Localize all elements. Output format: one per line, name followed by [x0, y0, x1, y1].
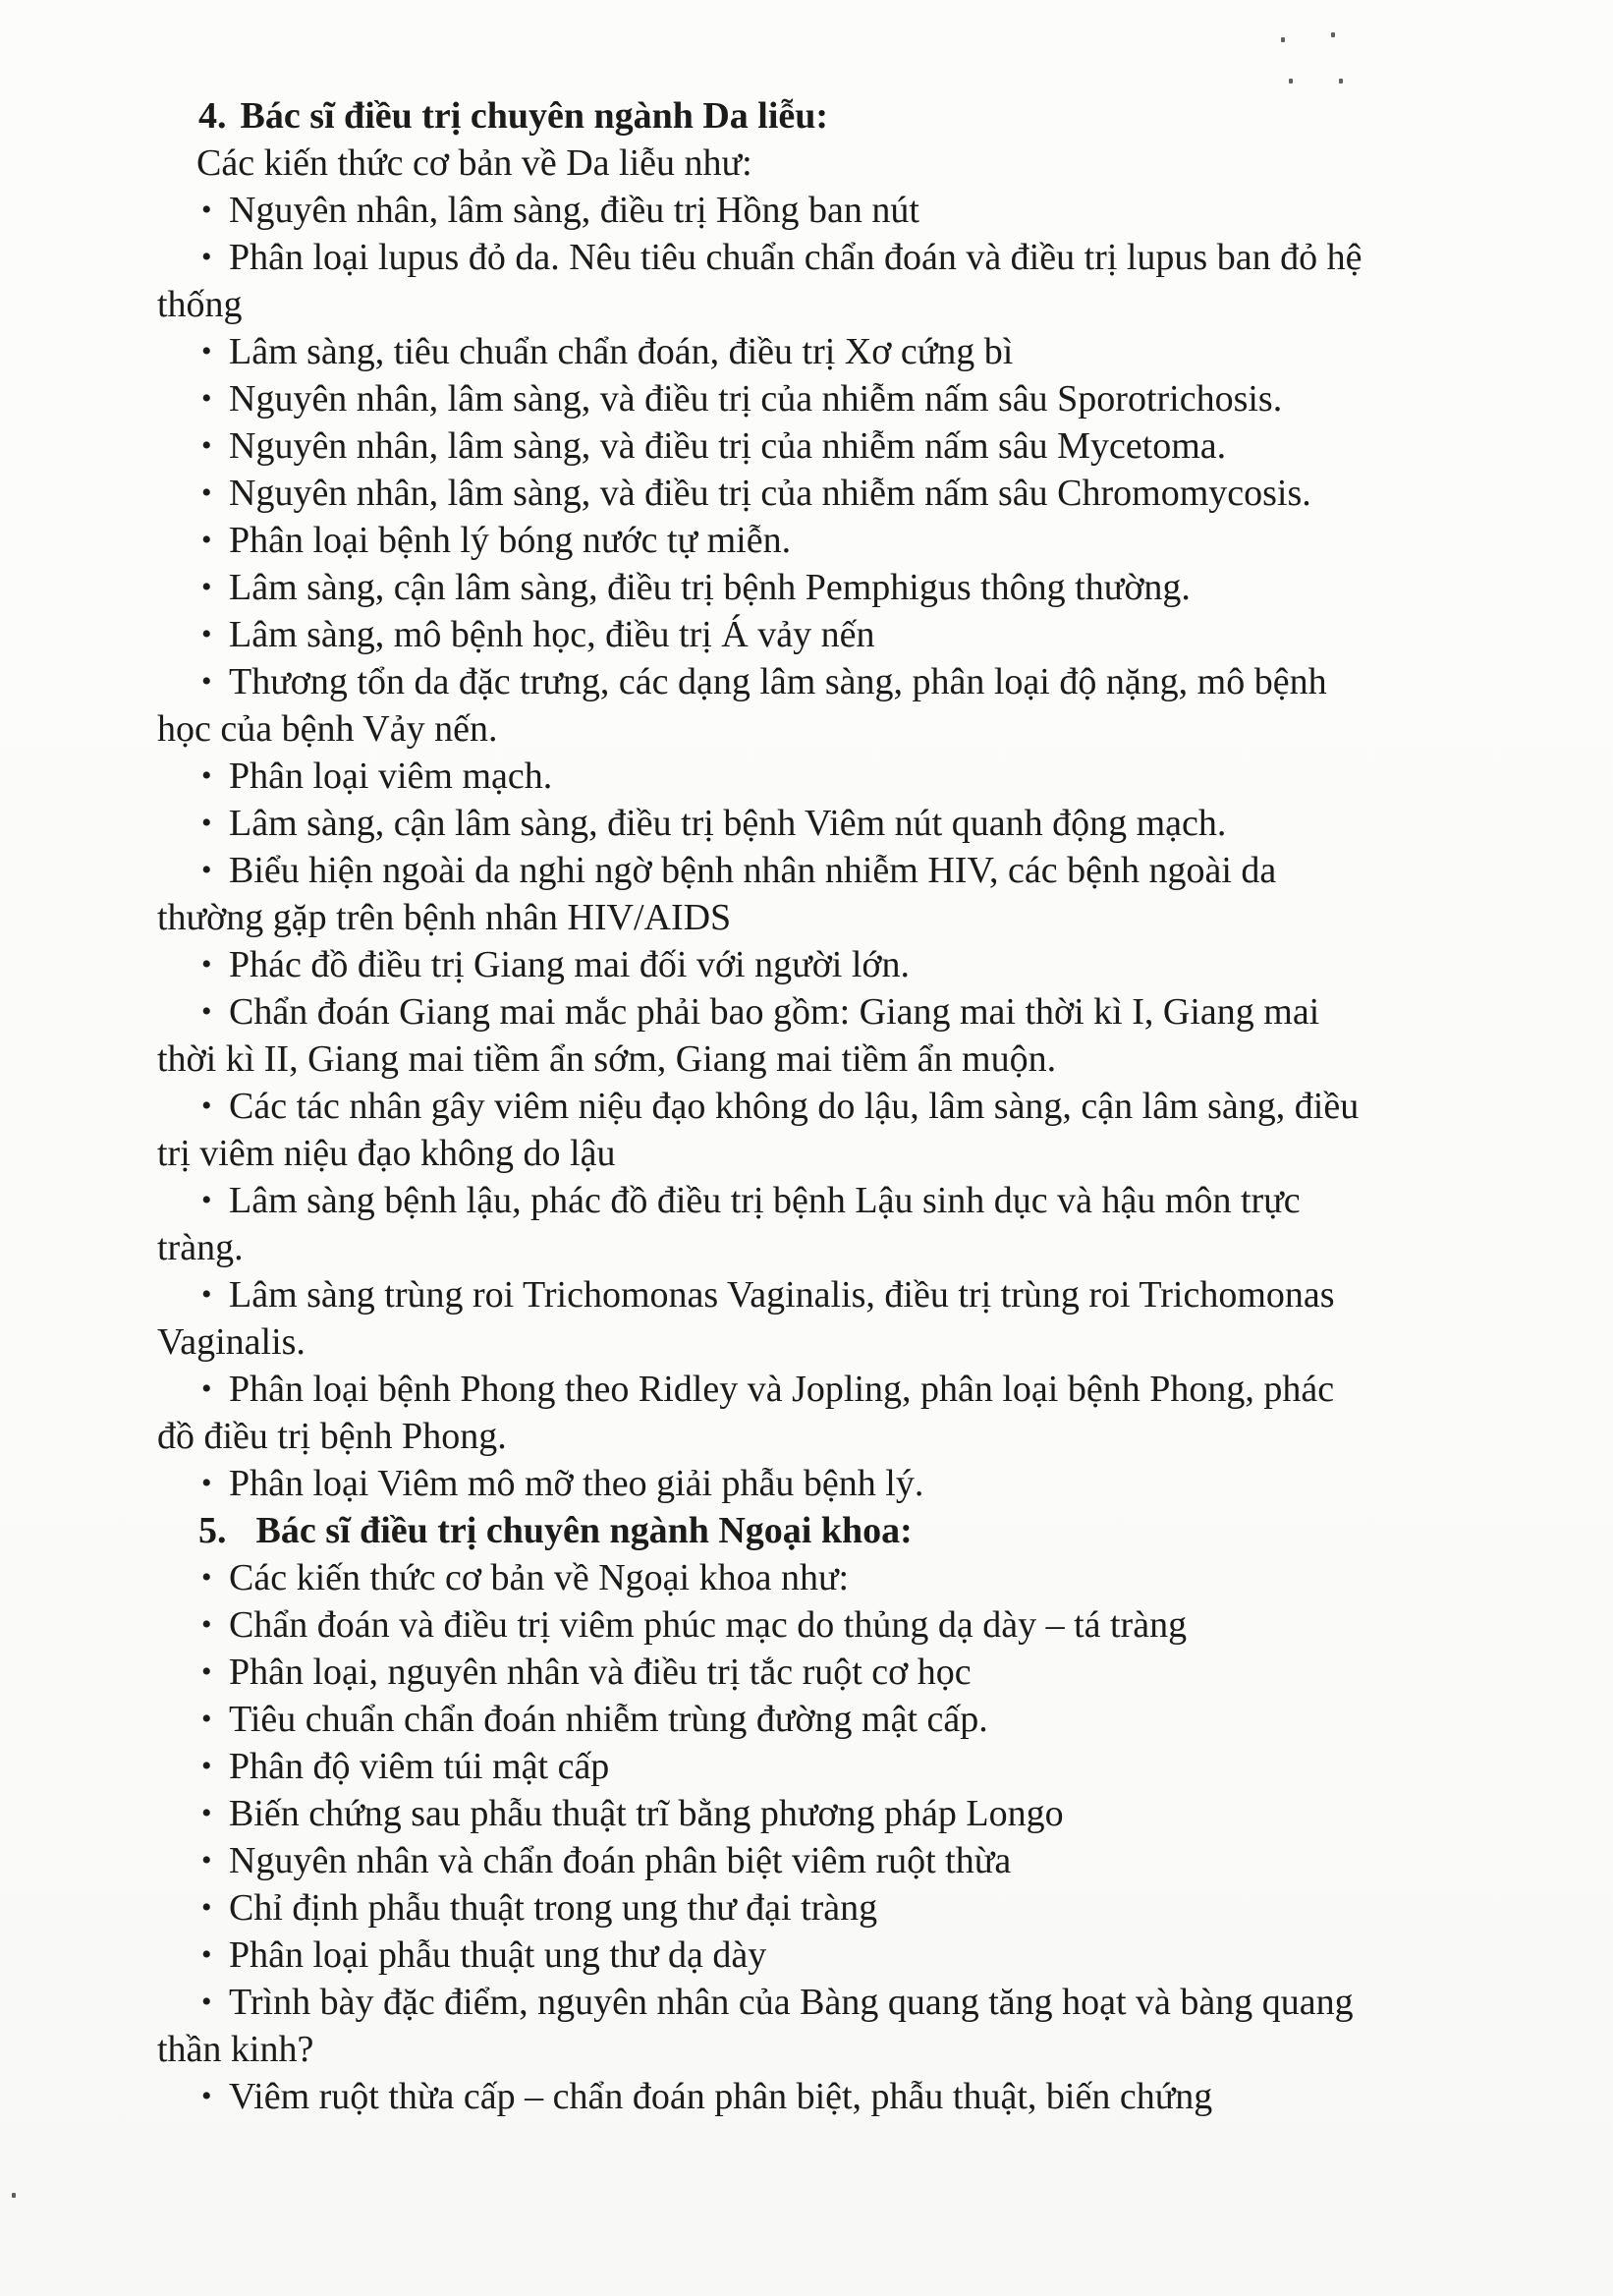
scan-speck [1339, 79, 1343, 84]
bullet-line [157, 847, 1513, 894]
bullet-line [157, 2073, 1513, 2120]
bullet-dot-icon: • [201, 1703, 212, 1735]
heading-number: 4. [198, 95, 227, 137]
bullet-text: Nguyên nhân, lâm sàng, điều trị Hồng ban nút [229, 190, 919, 231]
bullet-line [157, 1271, 1513, 1318]
bullet-line [157, 1790, 1513, 1837]
bullet-text: Các tác nhân gây viêm niệu đạo không do lậu, lâm sàng, cận lâm sàng, điều [229, 1086, 1360, 1127]
bullet-line [157, 611, 1513, 658]
bullet-dot-icon: • [201, 618, 212, 650]
bullet-line [157, 1743, 1513, 1790]
section-heading [157, 92, 1513, 140]
section [157, 1507, 1513, 2120]
bullet-line [157, 470, 1513, 517]
bullet-line [157, 753, 1513, 800]
bullet-dot-icon: • [201, 571, 212, 603]
bullet-text: Lâm sàng trùng roi Trichomonas Vaginalis, điều trị trùng roi Trichomonas [229, 1274, 1335, 1316]
section-heading [157, 1507, 1513, 1554]
bullet-text: Nguyên nhân, lâm sàng, và điều trị của nhiễm nấm sâu Sporotrichosis. [229, 378, 1283, 420]
bullet-text: Phân loại bệnh Phong theo Ridley và Jopling, phân loại bệnh Phong, phác [229, 1369, 1335, 1410]
bullet-dot-icon: • [201, 2080, 212, 2112]
bullet-text: Phân loại, nguyên nhân và điều trị tắc ruột cơ học [229, 1652, 972, 1693]
bullet-dot-icon: • [201, 1891, 212, 1924]
bullet-text: Lâm sàng, mô bệnh học, điều trị Á vảy nến [229, 614, 875, 655]
bullet-dot-icon: • [201, 1467, 212, 1499]
bullet-dot-icon: • [201, 1844, 212, 1876]
bullet-dot-icon: • [201, 241, 212, 273]
bullet-text: Thương tổn da đặc trưng, các dạng lâm sàng, phân loại độ nặng, mô bệnh [229, 661, 1327, 702]
text-block [157, 92, 1513, 2120]
bullet-dot-icon: • [201, 948, 212, 980]
bullet-dot-icon: • [201, 194, 212, 226]
section [157, 92, 1513, 1507]
bullet-dot-icon: • [201, 1090, 212, 1122]
scan-speck [1331, 32, 1335, 37]
bullet-text: Nguyên nhân, lâm sàng, và điều trị của nhiễm nấm sâu Chromomycosis. [229, 473, 1311, 514]
bullet-text: Phân loại lupus đỏ da. Nêu tiêu chuẩn chẩn đoán và điều trị lupus ban đỏ hệ [229, 237, 1363, 278]
bullet-line [157, 187, 1513, 234]
bullet-dot-icon: • [201, 524, 212, 556]
bullet-continuation-line: đồ điều trị bệnh Phong. [157, 1416, 507, 1457]
bullet-line [157, 1601, 1513, 1649]
bullet-dot-icon: • [201, 1938, 212, 1971]
heading-title: Bác sĩ điều trị chuyên ngành Da liễu: [240, 95, 829, 137]
bullet-line [157, 658, 1513, 705]
bullet-continuation-line: thần kinh? [157, 2029, 314, 2070]
bullet-dot-icon: • [201, 759, 212, 792]
bullet-text: Lâm sàng, tiêu chuẩn chẩn đoán, điều trị Xơ cứng bì [229, 331, 1014, 372]
bullet-line [157, 1979, 1513, 2026]
scan-speck [12, 2193, 16, 2198]
bullet-text: Lâm sàng, cận lâm sàng, điều trị bệnh Viêm nút quanh động mạch. [229, 803, 1227, 844]
bullet-dot-icon: • [201, 1561, 212, 1594]
intro-line: Các kiến thức cơ bản về Da liễu như: [196, 142, 752, 184]
bullet-dot-icon: • [201, 1372, 212, 1405]
bullet-text: Các kiến thức cơ bản về Ngoại khoa như: [229, 1557, 850, 1598]
bullet-dot-icon: • [201, 335, 212, 367]
bullet-text: Nguyên nhân, lâm sàng, và điều trị của nhiễm nấm sâu Mycetoma. [229, 425, 1227, 467]
bullet-text: Lâm sàng, cận lâm sàng, điều trị bệnh Pemphigus thông thường. [229, 567, 1191, 608]
bullet-text: Chỉ định phẫu thuật trong ung thư đại tràng [229, 1887, 878, 1929]
bullet-line [157, 517, 1513, 564]
bullet-continuation-line: tràng. [157, 1227, 244, 1268]
bullet-dot-icon: • [201, 429, 212, 462]
bullet-text: Chẩn đoán Giang mai mắc phải bao gồm: Giang mai thời kì I, Giang mai [229, 991, 1320, 1033]
bullet-line [157, 1884, 1513, 1932]
bullet-dot-icon: • [201, 1655, 212, 1688]
bullet-line [157, 234, 1513, 281]
bullet-text: Phân loại phẫu thuật ung thư dạ dày [229, 1934, 767, 1976]
bullet-dot-icon: • [201, 382, 212, 415]
bullet-dot-icon: • [201, 1278, 212, 1311]
bullet-continuation-line: học của bệnh Vảy nến. [157, 708, 498, 750]
bullet-continuation-line: thường gặp trên bệnh nhân HIV/AIDS [157, 897, 732, 938]
heading-number: 5. [198, 1510, 227, 1551]
bullet-line [157, 1554, 1513, 1601]
bullet-text: Viêm ruột thừa cấp – chẩn đoán phân biệt, phẫu thuật, biến chứng [229, 2076, 1213, 2117]
bullet-text: Phân độ viêm túi mật cấp [229, 1746, 610, 1787]
bullet-dot-icon: • [201, 1797, 212, 1829]
bullet-dot-icon: • [201, 1986, 212, 2018]
bullet-line [157, 1083, 1513, 1130]
bullet-line [157, 422, 1513, 470]
bullet-line [157, 328, 1513, 375]
bullet-text: Phác đồ điều trị Giang mai đối với người lớn. [229, 944, 911, 985]
bullet-continuation-line: thống [157, 284, 243, 325]
bullet-text: Trình bày đặc điểm, nguyên nhân của Bàng quang tăng hoạt và bàng quang [229, 1982, 1354, 2023]
bullet-line [157, 1366, 1513, 1413]
bullet-dot-icon: • [201, 1750, 212, 1782]
bullet-line [157, 1837, 1513, 1884]
bullet-dot-icon: • [201, 807, 212, 839]
bullet-line [157, 988, 1513, 1036]
scan-speck [1281, 37, 1285, 42]
bullet-line [157, 1932, 1513, 1979]
bullet-dot-icon: • [201, 476, 212, 509]
bullet-continuation-line: Vaginalis. [157, 1321, 306, 1363]
bullet-line [157, 375, 1513, 422]
bullet-text: Chẩn đoán và điều trị viêm phúc mạc do thủng dạ dày – tá tràng [229, 1604, 1188, 1646]
bullet-text: Nguyên nhân và chẩn đoán phân biệt viêm ruột thừa [229, 1840, 1012, 1881]
bullet-line [157, 1696, 1513, 1743]
bullet-line [157, 564, 1513, 611]
bullet-dot-icon: • [201, 854, 212, 886]
bullet-dot-icon: • [201, 1184, 212, 1216]
bullet-dot-icon: • [201, 665, 212, 698]
bullet-text: Phân loại bệnh lý bóng nước tự miễn. [229, 520, 792, 561]
heading-title: Bác sĩ điều trị chuyên ngành Ngoại khoa: [255, 1510, 913, 1551]
bullet-text: Tiêu chuẩn chẩn đoán nhiễm trùng đường mật cấp. [229, 1699, 988, 1740]
bullet-text: Biểu hiện ngoài da nghi ngờ bệnh nhân nhiễm HIV, các bệnh ngoài da [229, 850, 1277, 891]
bullet-line [157, 1460, 1513, 1507]
bullet-line [157, 1177, 1513, 1224]
bullet-text: Phân loại viêm mạch. [229, 756, 553, 797]
bullet-line [157, 800, 1513, 847]
bullet-dot-icon: • [201, 995, 212, 1028]
scan-speck [1289, 79, 1293, 84]
bullet-line [157, 1649, 1513, 1696]
bullet-line [157, 941, 1513, 988]
bullet-text: Biến chứng sau phẫu thuật trĩ bằng phương pháp Longo [229, 1793, 1064, 1834]
bullet-text: Lâm sàng bệnh lậu, phác đồ điều trị bệnh Lậu sinh dục và hậu môn trực [229, 1180, 1301, 1221]
bullet-continuation-line: trị viêm niệu đạo không do lậu [157, 1133, 616, 1174]
bullet-continuation-line: thời kì II, Giang mai tiềm ẩn sớm, Giang mai tiềm ẩn muộn. [157, 1038, 1057, 1080]
bullet-text: Phân loại Viêm mô mỡ theo giải phẫu bệnh lý. [229, 1463, 924, 1504]
bullet-dot-icon: • [201, 1608, 212, 1641]
